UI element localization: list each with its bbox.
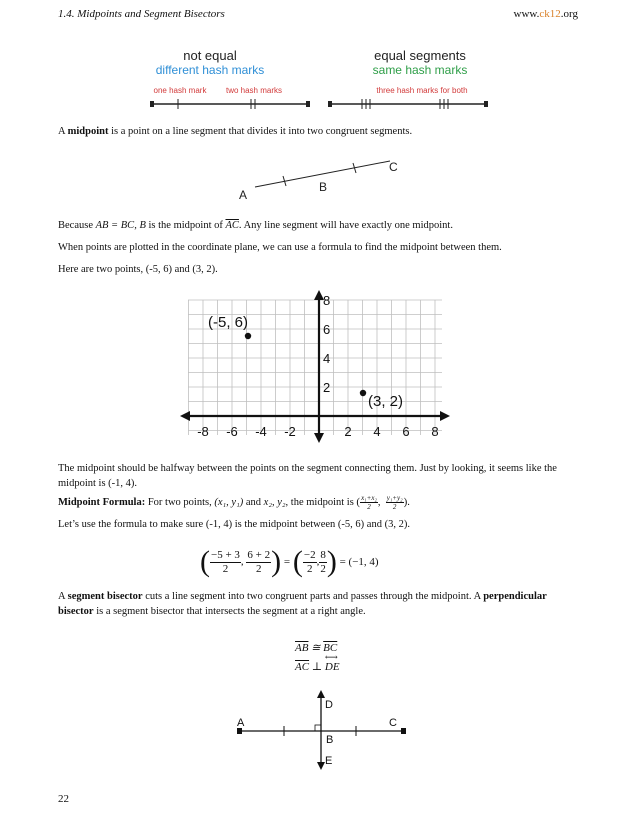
hash-left-title: not equal <box>183 48 237 63</box>
perp-label-d: D <box>325 699 333 711</box>
hash-left-endpoint-b <box>306 101 310 107</box>
point-1 <box>245 333 251 339</box>
hash-right-title: equal segments <box>374 48 466 63</box>
y-axis-arrow-down <box>314 433 324 443</box>
x-axis-arrow-left <box>180 411 190 421</box>
midpoint-calculation: ( $\frac{-5 + 3}{2}$ , $\frac{6 + 2}{2}$ ) = ( $\frac{-2}{2}$ , $\frac{8}{2}$ ) = (−1, 4) <box>200 545 379 578</box>
x-axis-arrow-right <box>440 411 450 421</box>
term-segment-bisector: segment bisector <box>67 591 143 602</box>
hash-marks-figure <box>150 44 490 114</box>
midpoint-definition: A midpoint is a point on a line segment that divides it into two congruent segments. <box>58 126 413 137</box>
site-prefix: www. <box>513 8 540 20</box>
verify-statement: Let’s use the formula to make sure (-1, 4) is the midpoint between (-5, 6) and (3, 2). <box>58 519 410 530</box>
segment-abc-figure <box>225 152 415 207</box>
hash-right-label: three hash marks for both <box>376 86 468 95</box>
right-angle-mark <box>315 725 321 731</box>
endpoint-c <box>401 728 406 734</box>
relation-perpendicular: $\overline{AC}$ ⊥ ⟷ DE <box>295 652 340 673</box>
hash-right-endpoint-a <box>328 101 332 107</box>
hash-left-label-b: two hash marks <box>225 86 283 95</box>
calc-x-simplified: $\frac{-2}{2}$ <box>303 548 316 575</box>
x-tick-label: 8 <box>431 424 439 439</box>
term-midpoint: midpoint <box>67 126 109 137</box>
points-intro: Here are two points, (-5, 6) and (3, 2). <box>58 264 218 275</box>
point-1-label: (-5, 6) <box>208 314 249 331</box>
calc-result: = (−1, 4) <box>339 556 379 568</box>
relation-congruent: $\overline{AB}$ ≅ $\overline{BC}$ <box>295 642 338 654</box>
perp-label-c: C <box>389 717 397 729</box>
x-tick-label: 4 <box>373 424 381 439</box>
coordinate-intro: When points are plotted in the coordinate plane, we can use a formula to find the midpoint between them. <box>58 242 502 253</box>
point-2-label: (3, 2) <box>368 393 404 410</box>
formula-y-fraction: $\frac{\text{y₁+y₂}}{2}$ <box>386 494 403 511</box>
perp-label-a: A <box>237 717 245 729</box>
segment-ac-notation: $\overline{AC}$ <box>225 220 239 231</box>
calc-y-fraction: $\frac{6 + 2}{2}$ <box>247 548 271 575</box>
arrow-d <box>317 690 325 698</box>
point-2-notation: x₂, y₂ <box>263 496 286 508</box>
x-tick-label: 2 <box>344 424 352 439</box>
page-number: 22 <box>58 793 69 805</box>
y-tick-labels <box>323 293 330 395</box>
hash-left-label-a: one hash mark <box>153 86 207 95</box>
hash-left-subtitle: different hash marks <box>155 63 265 77</box>
formula-x-fraction: $\frac{\text{x₁+x₂}}{2}$ <box>361 494 377 511</box>
perpendicular-bisector-figure <box>232 690 417 772</box>
running-header-section: 1.4. Midpoints and Segment Bisectors <box>58 8 225 20</box>
site-brand: ck12 <box>539 8 561 20</box>
formula-label: Midpoint Formula: <box>58 496 146 508</box>
arrow-e <box>317 762 325 770</box>
term-perpendicular-bisector: perpendicular bisector <box>58 591 547 617</box>
x-tick-label: -6 <box>226 424 238 439</box>
perp-label-e: E <box>325 755 333 767</box>
midpoint-formula: Midpoint Formula: For two points, (x₁, y₁) and x₂, y₂, the midpoint is ( $\frac{\text{x₁+x₂}}{2}$ , $\frac{\text{y₁+y₂}}{2}$ ). <box>58 494 410 511</box>
hash-right-endpoint-b <box>484 101 488 107</box>
label-a: A <box>239 188 248 202</box>
y-tick-label: 2 <box>323 380 331 395</box>
y-tick-label: 4 <box>323 351 331 366</box>
hash-left-endpoint-a <box>150 101 154 107</box>
segment-bisector-definition: A segment bisector cuts a line segment into two congruent parts and passes through the midpoint. A perpendicular bisector is a segment bisector that intersects the segment at a right angle. <box>58 591 547 617</box>
x-tick-label: 6 <box>402 424 410 439</box>
perp-label-b: B <box>326 734 334 746</box>
site-suffix: .org <box>560 8 578 20</box>
equation-ab-bc: AB = BC, B <box>95 220 146 231</box>
halfway-explanation: The midpoint should be halfway between the points on the segment connecting them. Just by looking, it seems like the midpoint is (-1, 4). <box>58 463 557 489</box>
label-b: B <box>319 180 328 194</box>
label-c: C <box>389 160 398 174</box>
x-tick-label: -8 <box>197 424 209 439</box>
point-1-notation: (x₁, y₁) <box>214 496 244 508</box>
calc-y-simplified: $\frac{8}{2}$ <box>320 548 326 575</box>
point-2 <box>360 390 366 396</box>
calc-x-fraction: $\frac{-5 + 3}{2}$ <box>211 548 240 575</box>
hash-right-subtitle: same hash marks <box>372 63 468 77</box>
running-header-site[interactable] <box>514 8 578 20</box>
coordinate-graph <box>180 290 460 450</box>
x-tick-label: -4 <box>255 424 267 439</box>
y-tick-label: 6 <box>323 322 331 337</box>
line-arrow-icon: ⟷ <box>324 652 338 662</box>
x-tick-label: -2 <box>284 424 296 439</box>
because-statement: Because AB = BC, B is the midpoint of $\overline{AC}$. Any line segment will have exactly one midpoint. <box>58 220 453 231</box>
y-tick-label: 8 <box>323 293 331 308</box>
